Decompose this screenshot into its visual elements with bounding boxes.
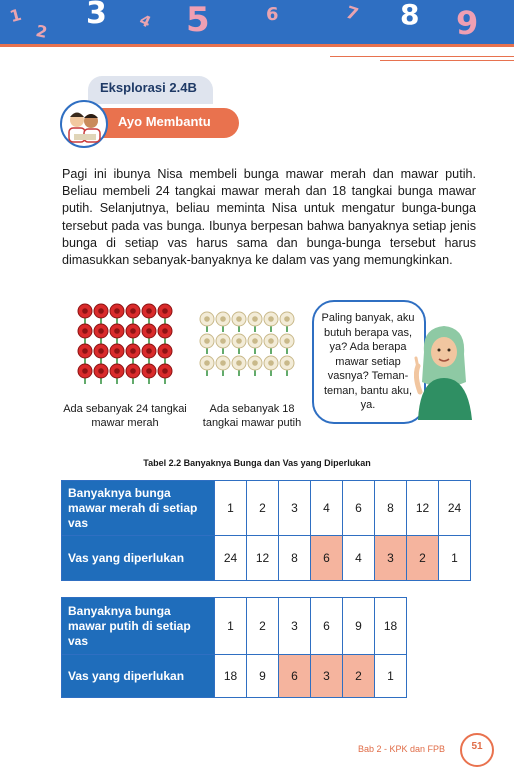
banner-number: 3 xyxy=(86,0,107,31)
rose-center xyxy=(236,316,242,322)
rose-center xyxy=(252,360,258,366)
rose-center xyxy=(98,308,104,314)
page-number: 51 xyxy=(471,741,483,752)
rose-center xyxy=(146,308,152,314)
table-cell-highlighted: 3 xyxy=(375,536,407,581)
white-roses-table xyxy=(61,597,407,698)
table-cell: 2 xyxy=(247,481,279,536)
rose-center xyxy=(146,348,152,354)
rose-center xyxy=(162,368,168,374)
rose-center xyxy=(236,360,242,366)
banner-number: 7 xyxy=(343,2,361,26)
rose-center xyxy=(268,338,274,344)
rose-center xyxy=(82,348,88,354)
story-paragraph: Pagi ini ibunya Nisa membeli bunga mawar merah dan mawar putih. Beliau membeli 24 tangkai mawar merah dan 18 tangkai bunga mawar putih. Selanjutnya, beliau meminta Nisa untuk mengatur bunga-bunga tersebut pada vas bunga. Ibunya berpesan bahwa banyaknya setiap jenis bunga di setiap vas harus sama dan bunga-bunga tersebut harus dimasukkan sebanyak-banyaknya ke dalam vas yang memungkinkan. xyxy=(62,167,476,268)
rose-center xyxy=(130,348,136,354)
row-header: Vas yang diperlukan xyxy=(62,536,215,581)
table-cell-highlighted: 2 xyxy=(343,655,375,698)
rose-center xyxy=(204,360,210,366)
table-cell: 4 xyxy=(343,536,375,581)
nisa-girl-illustration xyxy=(414,322,476,420)
rose-center xyxy=(284,360,290,366)
header-line xyxy=(380,60,514,61)
table-cell: 9 xyxy=(343,598,375,655)
banner-number: 6 xyxy=(266,4,279,25)
rose-center xyxy=(162,308,168,314)
rose-center xyxy=(98,348,104,354)
table-cell: 24 xyxy=(215,536,247,581)
rose-center xyxy=(82,328,88,334)
rose-center xyxy=(162,328,168,334)
red-roses-illustration xyxy=(76,302,174,396)
banner-number: 1 xyxy=(7,4,24,27)
rose-center xyxy=(204,338,210,344)
rose-center xyxy=(268,316,274,322)
kids-avatar-icon xyxy=(60,100,108,148)
table-cell: 18 xyxy=(215,655,247,698)
row-header: Vas yang diperlukan xyxy=(62,655,215,698)
rose-center xyxy=(114,328,120,334)
table-cell-highlighted: 6 xyxy=(311,536,343,581)
header-line xyxy=(330,56,514,57)
banner-number: 4 xyxy=(136,10,154,32)
table-cell-highlighted: 2 xyxy=(407,536,439,581)
rose-center xyxy=(114,308,120,314)
exploration-label: Eksplorasi 2.4B xyxy=(100,80,197,95)
header-stripe xyxy=(0,44,514,47)
table-cell-highlighted: 6 xyxy=(279,655,311,698)
rose-center xyxy=(130,308,136,314)
rose-center xyxy=(130,368,136,374)
section-title: Ayo Membantu xyxy=(118,114,211,129)
row-header: Banyaknya bunga mawar putih di setiap vas xyxy=(62,598,215,655)
rose-center xyxy=(98,328,104,334)
rose-center xyxy=(162,348,168,354)
banner-number: 5 xyxy=(186,0,210,40)
table-cell: 1 xyxy=(439,536,471,581)
rose-center xyxy=(114,368,120,374)
table-cell: 6 xyxy=(343,481,375,536)
rose-center xyxy=(98,368,104,374)
table-cell: 3 xyxy=(279,598,311,655)
table-cell: 12 xyxy=(407,481,439,536)
rose-center xyxy=(220,316,226,322)
banner-number: 9 xyxy=(456,4,479,42)
rose-center xyxy=(114,348,120,354)
table-cell: 8 xyxy=(279,536,311,581)
speech-text: Paling banyak, aku butuh berapa vas, ya? Ada berapa mawar setiap vasnya? Teman-teman, bantu aku, ya. xyxy=(321,312,415,411)
table-cell: 1 xyxy=(215,598,247,655)
rose-center xyxy=(130,328,136,334)
table-cell: 6 xyxy=(311,598,343,655)
rose-center xyxy=(220,338,226,344)
table-row xyxy=(62,536,471,581)
row-header: Banyaknya bunga mawar merah di setiap vas xyxy=(62,481,215,536)
red-roses-caption: Ada sebanyak 24 tangkai mawar merah xyxy=(63,403,187,429)
rose-center xyxy=(82,368,88,374)
rose-center xyxy=(146,368,152,374)
table-cell: 2 xyxy=(247,598,279,655)
rose-center xyxy=(204,316,210,322)
rose-center xyxy=(252,316,258,322)
rose-center xyxy=(284,316,290,322)
table-row xyxy=(62,598,407,655)
rose-center xyxy=(268,360,274,366)
table-cell: 9 xyxy=(247,655,279,698)
table-cell: 18 xyxy=(375,598,407,655)
white-roses-illustration xyxy=(198,310,296,392)
table-row xyxy=(62,481,471,536)
chapter-footer: Bab 2 - KPK dan FPB xyxy=(358,744,446,754)
table-cell-highlighted: 3 xyxy=(311,655,343,698)
banner-number: 8 xyxy=(400,0,420,31)
table-cell: 8 xyxy=(375,481,407,536)
table-cell: 4 xyxy=(311,481,343,536)
table-cell: 3 xyxy=(279,481,311,536)
table-row xyxy=(62,655,407,698)
rose-center xyxy=(82,308,88,314)
header-banner xyxy=(0,0,514,44)
rose-center xyxy=(252,338,258,344)
red-roses-table xyxy=(61,480,471,581)
table-cell: 12 xyxy=(247,536,279,581)
banner-number: 2 xyxy=(34,21,49,42)
rose-center xyxy=(146,328,152,334)
white-roses-caption: Ada sebanyak 18 tangkai mawar putih xyxy=(202,403,302,429)
table-cell: 1 xyxy=(215,481,247,536)
table-caption: Tabel 2.2 Banyaknya Bunga dan Vas yang Diperlukan xyxy=(143,458,371,468)
table-cell: 1 xyxy=(375,655,407,698)
rose-center xyxy=(284,338,290,344)
table-cell: 24 xyxy=(439,481,471,536)
rose-center xyxy=(220,360,226,366)
rose-center xyxy=(236,338,242,344)
